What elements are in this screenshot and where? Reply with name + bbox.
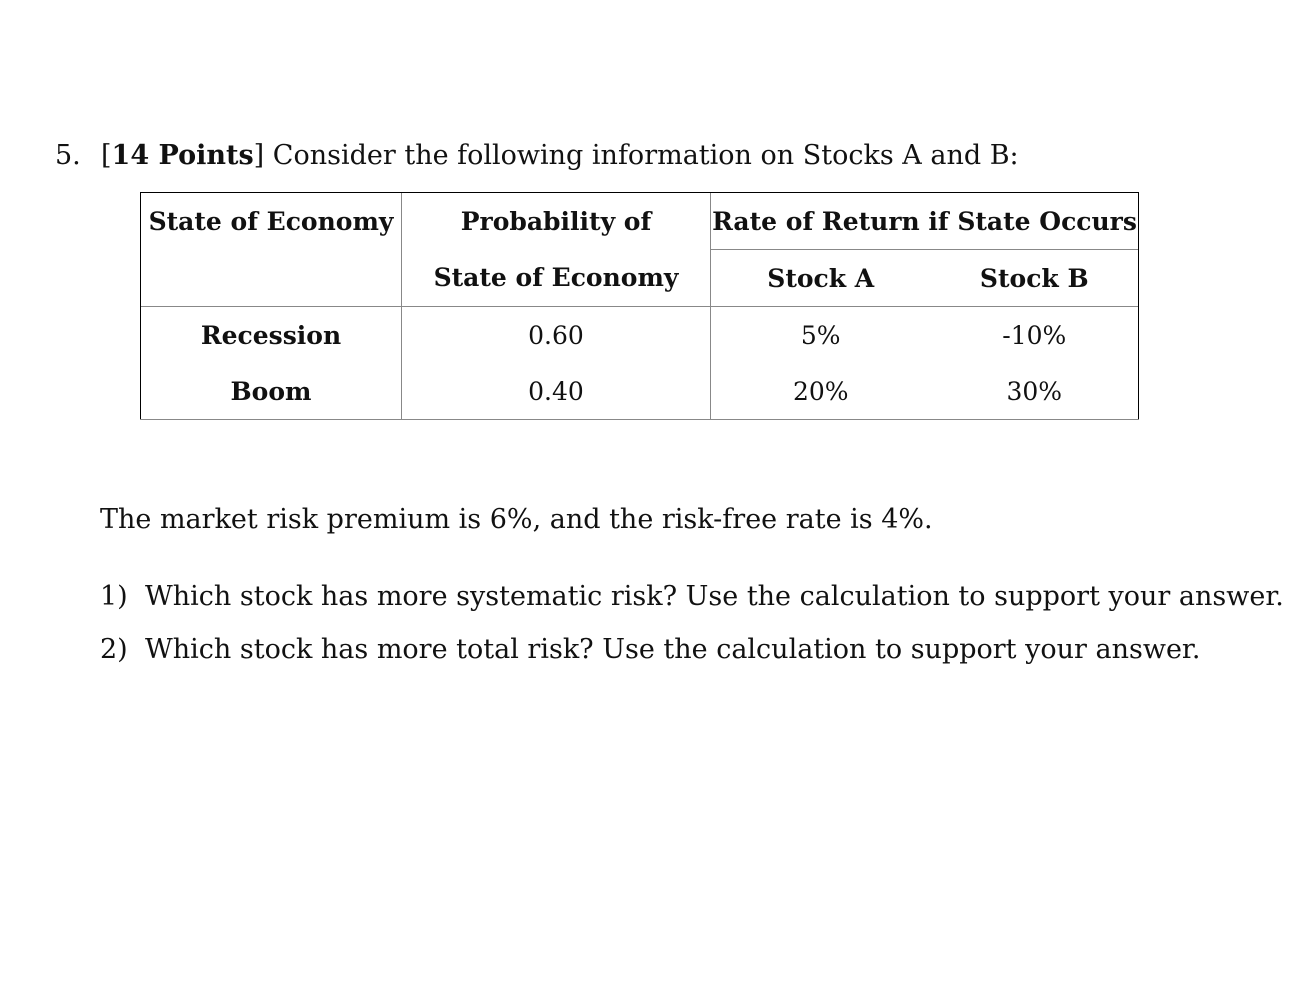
row-state: Recession [141,307,402,364]
list-item [100,629,1284,682]
header-rate-of-return: Rate of Return if State Occurs [711,193,1139,250]
question-points: 14 Points [111,140,254,171]
row-stock-b: -10% [931,307,1139,364]
header-state-blank [141,250,402,307]
header-probability-line1: Probability of [402,193,711,250]
subquestion-number: 1) [100,581,128,612]
question-intro: Consider the following information on Stocks A and B: [272,140,1019,171]
row-stock-a: 5% [711,307,931,364]
table-header-row-1 [141,193,1139,250]
header-state-of-economy: State of Economy [141,193,402,250]
row-state: Boom [141,363,402,420]
header-probability-line2: State of Economy [402,250,711,307]
subquestion-text: Which stock has more systematic risk? Use the calculation to support your answer. [145,581,1284,612]
header-stock-b: Stock B [931,250,1139,307]
stock-returns-table [140,192,1139,420]
list-item [100,576,1284,629]
row-stock-a: 20% [711,363,931,420]
subquestion-text: Which stock has more total risk? Use the calculation to support your answer. [145,634,1201,665]
table-header-row-2 [141,250,1139,307]
row-stock-b: 30% [931,363,1139,420]
row-probability: 0.40 [402,363,711,420]
subquestion-list [100,576,1284,682]
table-row [141,307,1139,364]
question-header: 5. [14 Points] Consider the following information on Stocks A and B: [55,136,1019,176]
market-info-text: The market risk premium is 6%, and the risk-free rate is 4%. [100,504,933,535]
table-row [141,363,1139,420]
row-probability: 0.60 [402,307,711,364]
question-number: 5. [55,140,81,171]
header-stock-a: Stock A [711,250,931,307]
subquestion-number: 2) [100,634,128,665]
